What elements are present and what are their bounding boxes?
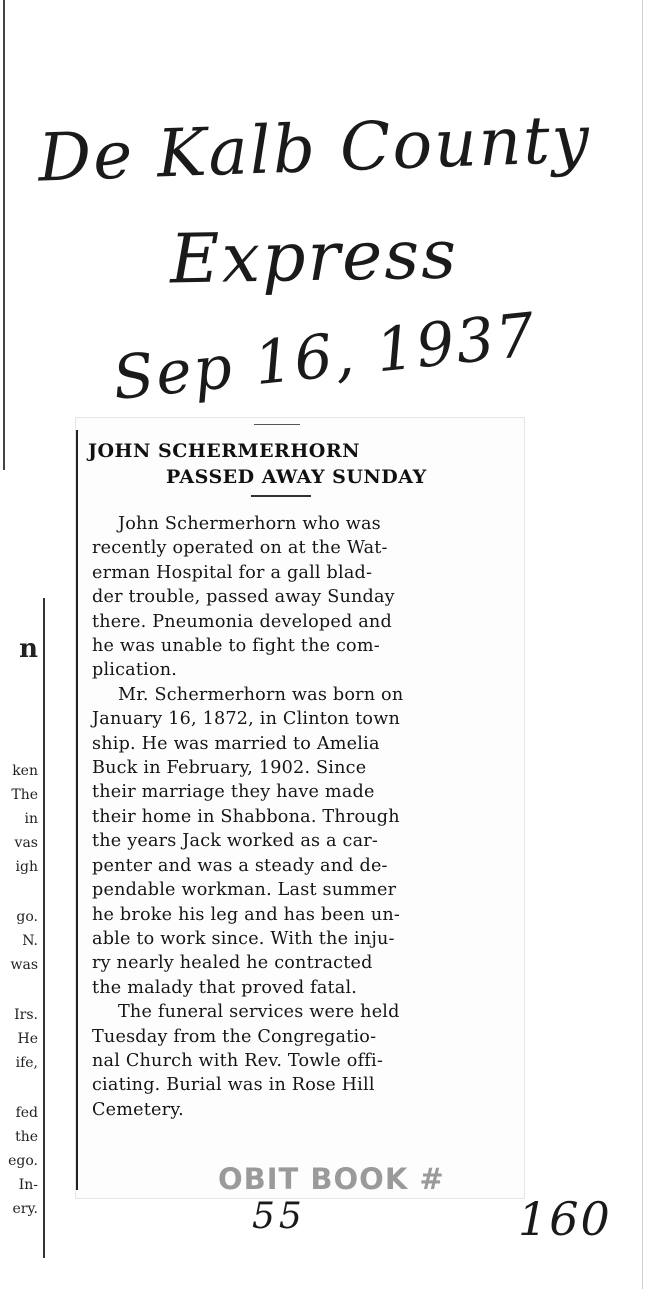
fragment: ife, [15, 1055, 38, 1071]
article-line: Mr. Schermerhorn was born on [118, 684, 404, 705]
fragment: was [10, 957, 38, 973]
article-line: nal Church with Rev. Towle offi- [92, 1050, 383, 1071]
fragment: He [17, 1031, 38, 1047]
handwritten-page-number: 160 [518, 1192, 612, 1246]
article-line: erman Hospital for a gall blad- [92, 562, 373, 583]
article-line: Buck in February, 1902. Since [92, 758, 367, 779]
column-rule [43, 598, 45, 1258]
article-body [92, 512, 520, 1122]
column-rule [3, 0, 5, 470]
fragment: fed [15, 1105, 38, 1121]
article-line: plication. [92, 660, 178, 681]
article-line: Cemetery. [92, 1099, 184, 1120]
fragment: Irs. [14, 1007, 38, 1023]
article-line: ship. He was married to Amelia [92, 733, 380, 754]
article-line: John Schermerhorn who was [118, 514, 381, 534]
article-line: the malady that proved fatal. [92, 977, 358, 998]
fragment: go. [16, 909, 38, 925]
top-rule [254, 424, 300, 425]
handwritten-newspaper-name-line2: Express [169, 215, 459, 300]
fragment: vas [14, 835, 38, 851]
headline-line1: JOHN SCHERMERHORN [88, 440, 361, 462]
handwritten-book-number: 55 [252, 1196, 306, 1237]
handwritten-date: Sep 16, 1937 [109, 299, 540, 415]
handwritten-newspaper-name: De Kalb County [36, 100, 593, 197]
fragment: The [11, 787, 38, 803]
article-line: their home in Shabbona. Through [92, 806, 400, 827]
article-line: pendable workman. Last summer [92, 880, 397, 901]
article-line: January 16, 1872, in Clinton town [92, 709, 401, 730]
article-line: their marriage they have made [92, 782, 375, 803]
article-line: penter and was a steady and de- [92, 855, 388, 876]
article-line: recently operated on at the Wat- [92, 538, 388, 559]
article-line: ry nearly healed he contracted [92, 953, 373, 974]
headline-line2: PASSED AWAY SUNDAY [166, 466, 427, 488]
adjacent-column [0, 598, 46, 1258]
fragment: the [15, 1129, 38, 1145]
fragment: in [24, 811, 38, 827]
article-line: there. Pneumonia developed and [92, 611, 392, 632]
article-line: der trouble, passed away Sunday [92, 587, 395, 608]
adjacent-column-top [0, 0, 6, 470]
page-edge [642, 0, 643, 1289]
fragment: ken [12, 763, 38, 779]
article-line: he was unable to fight the com- [92, 636, 380, 657]
article-line: able to work since. With the inju- [92, 928, 395, 949]
headline [88, 438, 518, 490]
headline-rule [251, 495, 311, 497]
fragment: ery. [12, 1201, 38, 1217]
article-line: Tuesday from the Congregatio- [92, 1026, 377, 1047]
article-line: The funeral services were held [118, 1002, 400, 1023]
fragment: ego. [8, 1153, 38, 1169]
fragment: n [19, 634, 38, 664]
column-rule [76, 430, 78, 1190]
fragment: igh [15, 859, 38, 875]
newspaper-clipping [76, 418, 524, 1198]
fragment: N. [22, 933, 38, 949]
fragment: In- [18, 1177, 38, 1193]
article-line: he broke his leg and has been un- [92, 904, 401, 925]
article-line: ciating. Burial was in Rose Hill [92, 1075, 375, 1096]
obit-book-stamp: OBIT BOOK # [218, 1162, 445, 1196]
article-line: the years Jack worked as a car- [92, 831, 379, 852]
